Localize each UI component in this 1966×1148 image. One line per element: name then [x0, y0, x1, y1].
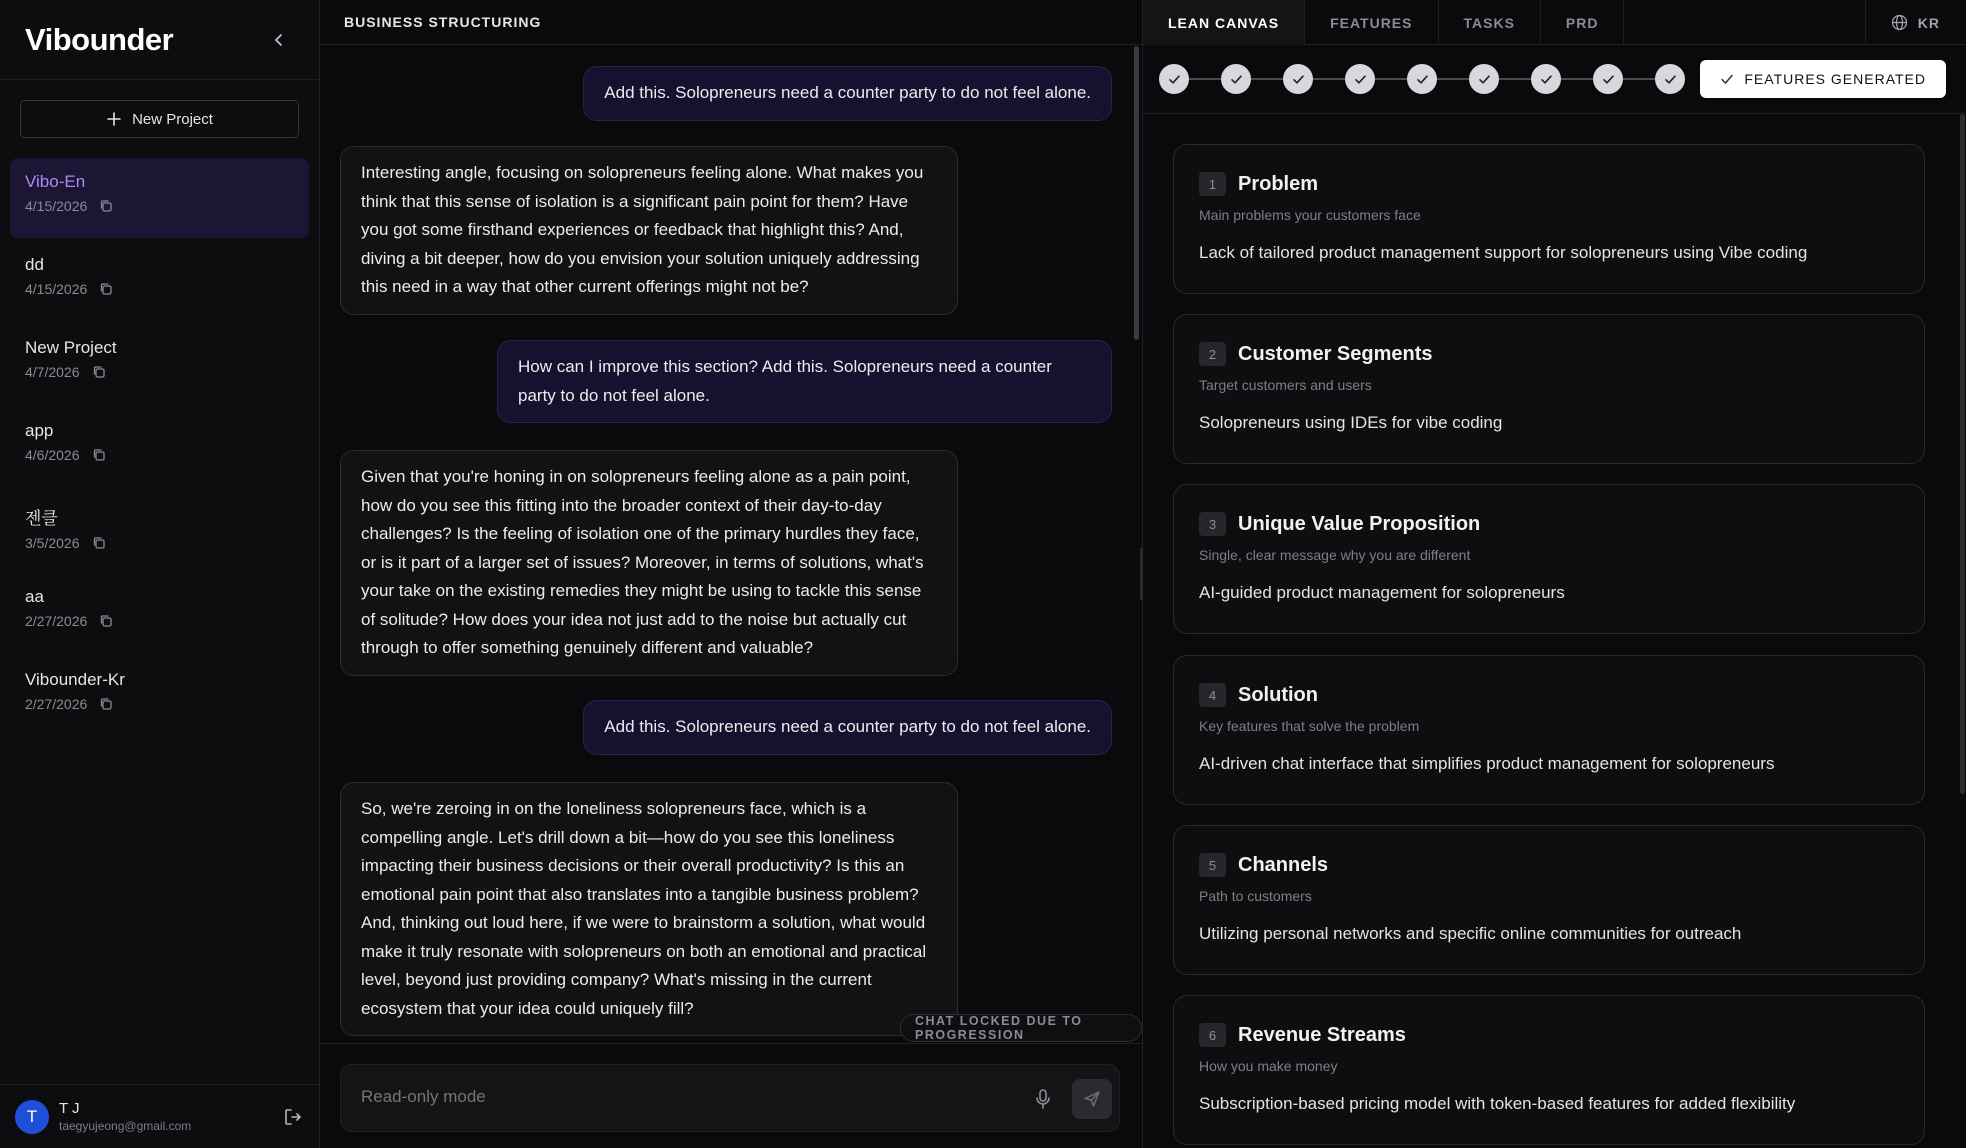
card-body: AI-driven chat interface that simplifies product management for solopreneurs	[1199, 754, 1775, 773]
project-item-dd[interactable]	[10, 241, 309, 321]
step-complete-6[interactable]	[1469, 64, 1499, 94]
check-icon	[1540, 73, 1553, 86]
canvas-card-unique-value-proposition[interactable]	[1173, 484, 1925, 634]
check-icon	[1720, 72, 1734, 86]
step-connector	[1251, 78, 1283, 80]
chat-header: BUSINESS STRUCTURING	[320, 0, 1142, 45]
copy-icon[interactable]	[92, 448, 106, 462]
canvas-card-revenue-streams[interactable]	[1173, 995, 1925, 1145]
chat-panel	[320, 0, 1143, 1148]
sidebar	[0, 0, 320, 1148]
chat-input-box	[340, 1064, 1120, 1132]
project-item-korean[interactable]	[10, 490, 309, 570]
new-project-label: New Project	[132, 110, 213, 128]
user-message: Add this. Solopreneurs need a counter party to do not feel alone.	[583, 66, 1112, 121]
tab-lean-canvas[interactable]: LEAN CANVAS	[1143, 0, 1305, 45]
logout-icon[interactable]	[282, 1106, 304, 1128]
card-body: Utilizing personal networks and specific online communities for outreach	[1199, 924, 1742, 943]
assistant-message: Given that you're honing in on solopreneurs feeling alone as a pain point, how do you see this fitting into the broader context of their day-to-day challenges? Is the feeling of isolation one of the primary hurdles they face, or is it part of a larger set of issues? Moreover, in terms of solutions, what's your take on the existing remedies they might be using to tackle this sense of solitude? How does your idea not just add to the noise but actually cut through to offer something genuinely different and valuable?	[340, 450, 958, 676]
user-name: T J	[59, 1100, 80, 1117]
step-complete-4[interactable]	[1345, 64, 1375, 94]
step-connector	[1437, 78, 1469, 80]
project-date: 2/27/2026	[25, 613, 88, 629]
copy-icon[interactable]	[92, 536, 106, 550]
assistant-message: So, we're zeroing in on the loneliness solopreneurs face, which is a compelling angle. Let's drill down a bit—how do you see this loneliness impacting their business decisions or their overall productivity? Is this an emotional pain point that also translates into a tangible business problem? And, thinking out loud here, if we were to brainstorm a solution, what would make it truly resonate with solopreneurs on both an emotional and practical level, beyond just providing company? What's missing in the current ecosystem that your idea could uniquely fill?	[340, 782, 958, 1036]
project-item-app[interactable]	[10, 407, 309, 487]
check-icon	[1354, 73, 1367, 86]
chat-input-area	[320, 1043, 1142, 1148]
step-connector	[1561, 78, 1593, 80]
card-number: 3	[1199, 512, 1226, 536]
step-connector	[1375, 78, 1407, 80]
check-icon	[1292, 73, 1305, 86]
card-number: 4	[1199, 683, 1226, 707]
card-subtitle: Path to customers	[1199, 888, 1312, 904]
step-complete-2[interactable]	[1221, 64, 1251, 94]
new-project-button[interactable]	[20, 100, 299, 138]
canvas-card-customer-segments[interactable]	[1173, 314, 1925, 464]
project-name: New Project	[25, 338, 117, 357]
project-date: 2/27/2026	[25, 696, 88, 712]
canvas-panel	[1143, 0, 1966, 1148]
step-connector	[1499, 78, 1531, 80]
project-name: app	[25, 421, 54, 440]
card-subtitle: Target customers and users	[1199, 377, 1372, 393]
user-message: Add this. Solopreneurs need a counter party to do not feel alone.	[583, 700, 1112, 755]
lean-canvas-cards[interactable]	[1143, 114, 1966, 1148]
globe-icon	[1891, 14, 1908, 31]
card-number: 5	[1199, 853, 1226, 877]
card-subtitle: Single, clear message why you are different	[1199, 547, 1471, 563]
step-connector	[1313, 78, 1345, 80]
copy-icon[interactable]	[99, 697, 113, 711]
project-name: 젠클	[25, 509, 58, 528]
step-complete-9[interactable]	[1655, 64, 1685, 94]
card-title: Customer Segments	[1238, 342, 1433, 365]
chevron-left-icon	[272, 33, 286, 47]
panel-resize-handle[interactable]	[1140, 548, 1143, 600]
card-body: Solopreneurs using IDEs for vibe coding	[1199, 413, 1503, 432]
copy-icon[interactable]	[99, 199, 113, 213]
canvas-card-problem[interactable]	[1173, 144, 1925, 294]
user-info	[59, 1100, 282, 1133]
chat-locked-notice: CHAT LOCKED DUE TO PROGRESSION	[900, 1014, 1142, 1042]
microphone-icon[interactable]	[1031, 1087, 1055, 1111]
check-icon	[1230, 73, 1243, 86]
avatar[interactable]: T	[15, 1100, 49, 1134]
card-number: 6	[1199, 1023, 1226, 1047]
features-generated-badge[interactable]	[1700, 60, 1946, 98]
card-number: 2	[1199, 342, 1226, 366]
project-name: Vibounder-Kr	[25, 670, 125, 689]
project-item-aa[interactable]	[10, 573, 309, 653]
tab-prd[interactable]: PRD	[1541, 0, 1625, 45]
card-title: Problem	[1238, 172, 1319, 195]
card-body: AI-guided product management for solopreneurs	[1199, 583, 1565, 602]
step-connector	[1623, 78, 1655, 80]
chat-input[interactable]	[361, 1087, 961, 1107]
send-icon	[1083, 1090, 1101, 1108]
project-date: 4/15/2026	[25, 198, 88, 214]
card-number: 1	[1199, 172, 1226, 196]
project-date: 4/7/2026	[25, 364, 80, 380]
collapse-sidebar-button[interactable]	[267, 28, 291, 52]
card-subtitle: How you make money	[1199, 1058, 1338, 1074]
card-subtitle: Main problems your customers face	[1199, 207, 1421, 223]
copy-icon[interactable]	[92, 365, 106, 379]
check-icon	[1602, 73, 1615, 86]
tab-tasks[interactable]: TASKS	[1439, 0, 1541, 45]
canvas-scrollbar[interactable]	[1960, 114, 1965, 794]
card-body: Subscription-based pricing model with token-based features for added flexibility	[1199, 1094, 1796, 1113]
step-connector	[1189, 78, 1221, 80]
features-generated-label: FEATURES GENERATED	[1744, 71, 1926, 87]
project-date: 4/15/2026	[25, 281, 88, 297]
step-complete-7[interactable]	[1531, 64, 1561, 94]
send-button[interactable]	[1072, 1079, 1112, 1119]
project-item-new-project[interactable]	[10, 324, 309, 404]
copy-icon[interactable]	[99, 282, 113, 296]
chat-scrollbar[interactable]	[1134, 46, 1139, 340]
card-title: Unique Value Proposition	[1238, 512, 1481, 535]
check-icon	[1168, 73, 1181, 86]
chat-messages[interactable]	[320, 46, 1142, 1040]
project-date: 4/6/2026	[25, 447, 80, 463]
progress-stepper	[1143, 46, 1966, 114]
language-switch[interactable]	[1865, 0, 1966, 45]
project-name: dd	[25, 255, 44, 274]
project-list	[0, 158, 319, 736]
assistant-message: Interesting angle, focusing on solopreneurs feeling alone. What makes you think that this sense of isolation is a significant pain point for them? Have you got some firsthand experiences or feedback that highlight this? And, diving a bit deeper, how do you envision your solution uniquely addressing this need in a way that other current offerings might not be?	[340, 146, 958, 315]
card-subtitle: Key features that solve the problem	[1199, 718, 1420, 734]
step-complete-3[interactable]	[1283, 64, 1313, 94]
check-icon	[1664, 73, 1677, 86]
project-item-vibounder-kr[interactable]	[10, 656, 309, 736]
card-title: Channels	[1238, 853, 1329, 876]
brand-row	[0, 0, 319, 80]
project-name: Vibo-En	[25, 172, 86, 191]
card-body: Lack of tailored product management support for solopreneurs using Vibe coding	[1199, 243, 1808, 262]
card-title: Revenue Streams	[1238, 1023, 1406, 1046]
step-complete-1[interactable]	[1159, 64, 1189, 94]
check-icon	[1416, 73, 1429, 86]
user-bar	[0, 1084, 319, 1148]
copy-icon[interactable]	[99, 614, 113, 628]
project-name: aa	[25, 587, 44, 606]
user-message: How can I improve this section? Add this. Solopreneurs need a counter party to do not feel alone.	[497, 340, 1112, 423]
plus-icon	[106, 111, 122, 127]
language-label: KR	[1917, 14, 1940, 31]
canvas-card-solution[interactable]	[1173, 655, 1925, 805]
step-complete-5[interactable]	[1407, 64, 1437, 94]
tab-features[interactable]: FEATURES	[1305, 0, 1438, 45]
step-complete-8[interactable]	[1593, 64, 1623, 94]
check-icon	[1478, 73, 1491, 86]
tab-bar	[1143, 0, 1966, 45]
card-title: Solution	[1238, 683, 1318, 706]
user-email: taegyujeong@gmail.com	[59, 1119, 192, 1133]
project-date: 3/5/2026	[25, 535, 80, 551]
brand-logo: Vibounder	[25, 21, 174, 57]
canvas-card-channels[interactable]	[1173, 825, 1925, 975]
project-item-vibo-en[interactable]	[10, 158, 309, 238]
